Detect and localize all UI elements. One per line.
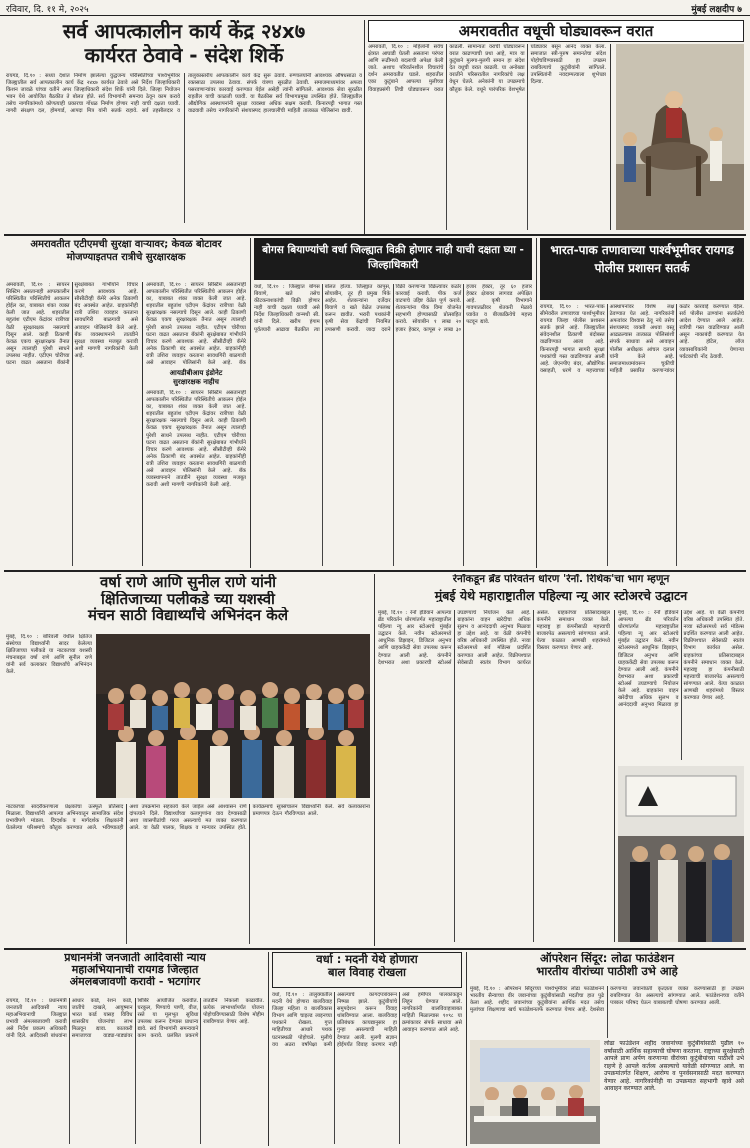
- headline-line1: वर्षा राणे आणि सुनील राणे यांनी: [99, 574, 277, 591]
- article-body: अमरावती, दि.१० : सायरन सिस्टिम असतानाही आपत्कालीन परिस्थितीत परिस्थितीचे आकलन होईल का, याबाबत शंका व्यक्त केली जात आहे. शहरातील बहुतांश एटीएम केंद्रांवर रात्रीच्या वेळी सुरक्षारक्षक नसल्याचे दिसून आले. काही ठिकाणी केवळ एकच सुरक्षारक्षक तैनात असून त्यालाही पुरेशी साधने उपलब्ध नाहीत. एटीएम चोरीच्या घटना वाढत असताना बँकांनी सुरक्षेबाबत गांभीर्याने विचार करणे आवश्यक आहे. सीसीटीव्ही कॅमेरे अनेक ठिकाणी बंद अवस्थेत आहेत. ग्राहकांनीही रात्री उशिरा व्यवहार करताना सावधगिरी बाळगावी असे आवाहन पोलिसांनी केले आहे. बँक व्यवस्थापनाने तातडीने सुरक्षा व्यवस्था मजबूत करावी अशी मागणी नागरिकांनी केली आहे.: [6, 282, 138, 367]
- article-lede: मुंबई, दि.१० : बोरिवली येथील क्षितिज संस्थेच्या विद्यार्थ्यांनी सादर केलेल्या क्षितिजाच्या पलीकडे या नाटकाच्या यशस्वी मंचनाबद्दल वर्षा राणे आणि सुनील राणे यांनी सर्व कलाकार विद्यार्थ्यांचे अभिनंदन केले.: [6, 634, 92, 676]
- article-child-marriage-body: वर्धा, दि.१० : तालुक्यातील मदनी येथे होणारा बालविवाह जिल्हा महिला व बालविकास विभाग आणि चाइल्ड लाइनच्या पथकाने रोखला. गुप्त माहितीच्या आधारे पथक घटनास्थळी पोहोचले. मुलीचे वय अठरा वर्षांपेक्षा कमी असल्याचे कागदपत्रांवरून निष्पन्न झाले. कुटुंबीयांचे समुपदेशन करून विवाह थांबविण्यात आला. बालविवाह प्रतिबंधक कायद्यानुसार हा गुन्हा असल्याची माहिती देण्यात आली. मुलगी सज्ञान होईपर्यंत विवाह करणार नाही असे हमीपत्र पालकांकडून लिहून घेण्यात आले. नागरिकांनी बालविवाहाबाबत माहिती मिळाल्यास १०९८ या क्रमांकावर संपर्क साधावा असे आवाहन करण्यात आले आहे.: [272, 992, 462, 1048]
- headline-line2: बाल विवाह रोखला: [327, 965, 407, 979]
- headline-box: [272, 952, 462, 988]
- subhead-1: आयडीबीआय इंडोनेट: [169, 369, 223, 377]
- article-body: नाटकाच्या सादरीकरणाला प्रेक्षकांचा उत्स्फूर्त प्रतिसाद मिळाला. विद्यार्थ्यांनी आपल्या अभिनयातून सामाजिक संदेश प्रभावीपणे मांडला. दिग्दर्शक व मार्गदर्शक शिक्षकांनी घेतलेल्या परिश्रमाचे कौतुक करण्यात आले. भविष्यातही अशा उपक्रमांना सहकार्य केले जाईल असे आश्वासन राणे दांपत्याने दिले. विद्यार्थ्यांच्या कलागुणांना वाव देण्यासाठी अशा व्यासपीठांची गरज असल्याचे मत व्यक्त करण्यात आले. या वेळी पालक, शिक्षक व मान्यवर उपस्थित होते. कार्यक्रमाचे सूत्रसंचालन विद्यार्थ्यांनी केले. सर्व कलाकारांना प्रमाणपत्र देऊन गौरविण्यात आले.: [6, 804, 370, 832]
- article-students-felicitation: [6, 574, 370, 944]
- article-bride-procession: [368, 44, 744, 230]
- headline: अमरावतीत एटीएमची सुरक्षा वाऱ्यावर; केवळ बोटावर मोजण्याइतपत रात्रीचे सुरक्षारक्षक: [30, 239, 222, 263]
- press-conference-photo: [470, 1040, 600, 1144]
- article-bogus-seeds-body: वर्धा, दि.१० : जिल्ह्यात बोगस बियाणे, खते तसेच कीटकनाशकांची विक्री होणार नाही याची दक्षता घ्यावी असे निर्देश जिल्हाधिकारी वान्मथी सी. यांनी दिले. खरीप हंगाम पूर्वतयारी आढावा बैठकीत त्या बोलत होत्या. जिल्ह्यात कापूस, सोयाबीन, तूर ही प्रमुख पिके आहेत. शेतकऱ्यांना दर्जेदार बियाणे व खते वेळेत उपलब्ध करून द्यावीत. भरारी पथकांनी कृषी सेवा केंद्रांची नियमित तपासणी करावी. जादा दराने विक्री करणाऱ्या विक्रेत्यांवर कठोर कारवाई करावी. पीक कर्ज वाटपाचे उद्दिष्ट वेळेत पूर्ण करावे. शेतकऱ्यांना पीक विमा योजनेत सहभागी होण्यासाठी प्रोत्साहित करावे. सोयाबीन १ लाख २० हजार हेक्टर, कापूस २ लाख ३० हजार हेक्टर, तूर ६० हजार हेक्टर क्षेत्रावर लागवड अपेक्षित आहे. कृषी विभागाने गावपातळीवर शेतकरी मेळावे घ्यावेत व बीजप्रक्रियेचे महत्त्व पटवून द्यावे.: [254, 284, 532, 333]
- page-header: [0, 0, 750, 16]
- article-body: अमरावती, दि.१० : महिलांनी सर्वच क्षेत्रात आघाडी घेतली असताना परंपरा आणि रूढींमध्ये बदलाची अपेक्षा केली जाते. अशाच परिवर्तनशील विचारांचे दर्शन अमरावतीत घडले. शहरातील एका कुटुंबाने आपल्या मुलीच्या विवाहप्रसंगी तिची घोड्यावरून वरात काढली. सामान्यतः वराची घोड्यावरून वरात काढण्याची प्रथा आहे, मात्र या कुटुंबाने मुलगा-मुलगी समान हा संदेश देत वधूची वरात काढली. या अनोख्या वरातीने परिसरातील नागरिकांचे लक्ष वेधून घेतले. अनेकांनी या उपक्रमाचे कौतुक केले. वधूने पारंपरिक वेशभूषेत घोड्यावर बसून आनंद व्यक्त केला. समाजात स्त्री-पुरुष समानतेचा संदेश पोहोचविण्यासाठी हा उपक्रम राबविल्याचे कुटुंबीयांनी सांगितले. उपस्थितांनी नवदाम्पत्याला शुभेच्छा दिल्या.: [368, 44, 606, 93]
- headline: अमरावतीत वधूची घोड्यावरून वरात: [458, 22, 654, 40]
- article-body-cont2: अमरावती, दि.१० : सायरन सिस्टिम असतानाही आपत्कालीन परिस्थितीत परिस्थितीचे आकलन होईल का, याबाबत शंका व्यक्त केली जात आहे. शहरातील बहुतांश एटीएम केंद्रांवर रात्रीच्या वेळी सुरक्षारक्षक नसल्याचे दिसून आले. काही ठिकाणी केवळ एकच सुरक्षारक्षक तैनात असून त्यालाही पुरेशी साधने उपलब्ध नाहीत. एटीएम चोरीच्या घटना वाढत असताना बँकांनी सुरक्षेबाबत गांभीर्याने विचार करणे आवश्यक आहे. सीसीटीव्ही कॅमेरे अनेक ठिकाणी बंद अवस्थेत आहेत. ग्राहकांनीही रात्री उशिरा व्यवहार करताना सावधगिरी बाळगावी असे आवाहन पोलिसांनी केले आहे. बँक व्यवस्थापनाने तातडीने सुरक्षा व्यवस्था मजबूत करावी अशी मागणी नागरिकांनी केली आहे.: [146, 390, 246, 489]
- headline: भारत-पाक तणावाच्या पार्श्वभूमीवर रायगड पोलीस प्रशासन सतर्क: [550, 243, 734, 275]
- article-body-cont: अमरावती, दि.१० : सायरन सिस्टिम असतानाही आपत्कालीन परिस्थितीत परिस्थितीचे आकलन होईल का, याबाबत शंका व्यक्त केली जात आहे. शहरातील बहुतांश एटीएम केंद्रांवर रात्रीच्या वेळी सुरक्षारक्षक नसल्याचे दिसून आले. काही ठिकाणी केवळ एकच सुरक्षारक्षक तैनात असून त्यालाही पुरेशी साधने उपलब्ध नाहीत. एटीएम चोरीच्या घटना वाढत असताना बँकांनी सुरक्षेबाबत गांभीर्याने विचार करणे आवश्यक आहे. सीसीटीव्ही कॅमेरे अनेक ठिकाणी बंद अवस्थेत आहेत. ग्राहकांनीही रात्री उशिरा व्यवहार करताना सावधगिरी बाळगावी असे आवाहन पोलिसांनी केले आहे. बँक: [146, 282, 246, 366]
- headline-line2: कार्यरत ठेवावे - संदेश शिर्के: [84, 44, 284, 66]
- headline-line3: मंचन साठी विद्यार्थ्यांचे अभिनंदन केले: [88, 607, 288, 624]
- article-tribal-mission: [6, 952, 264, 1144]
- headline-line2: भारतीय वीरांच्या पाठीशी उभे आहे: [536, 964, 678, 978]
- article-body: रायगड, दि.१० : प्रधानमंत्री जनजाती आदिवासी न्याय महाअभियानाची जिल्ह्यात प्रभावी अंमलबजावणी करावी असे निर्देश प्रकल्प अधिकारी यांनी दिले. आदिवासी बांधवांना आधार कार्ड, रेशन कार्ड, जातीचे दाखले, आयुष्मान भारत कार्ड यासह विविध शासकीय योजनांचा लाभ मिळवून द्यावा. कातकरी समाजाच्या वाड्या-पाड्यांवर शिबिरे आयोजित करावीत. घरकुल, पिण्याचे पाणी, वीज, रस्ते या मूलभूत सुविधा उपलब्ध करून देण्यास प्राधान्य द्यावे. सर्व विभागांनी समन्वयाने काम करावे. प्रलंबित प्रकरणे तातडीने निकाली काढावीत. प्रत्येक लाभार्थ्यापर्यंत योजना पोहोचविण्यासाठी विशेष मोहीम राबविण्यात येणार आहे.: [6, 998, 264, 1040]
- students-group-photo: [96, 634, 370, 798]
- article-raigad-police-body: रायगड, दि.१० : भारत-पाक सीमेवरील तणावाच्या पार्श्वभूमीवर रायगड जिल्हा पोलीस प्रशासन सतर्क झाले आहे. जिल्ह्यातील संवेदनशील ठिकाणी बंदोबस्त वाढविण्यात आला आहे. किनारपट्टी भागात सागरी सुरक्षा पथकांची गस्त वाढविण्यात आली आहे. जेएनपीए बंदर, औद्योगिक वसाहती, धरणे व महत्त्वाच्या आस्थापनांवर विशेष लक्ष ठेवण्यात येत आहे. नागरिकांनी अफवांवर विश्वास ठेवू नये तसेच संशयास्पद व्यक्ती अथवा वस्तू आढळल्यास तात्काळ पोलिसांशी संपर्क साधावा असे आवाहन पोलीस अधीक्षक आंचल दलाल यांनी केले आहे. समाजमाध्यमांवरून चुकीची माहिती प्रसारित करणाऱ्यांवर कठोर कारवाई करण्यात येईल. सर्व पोलीस ठाण्यांना सतर्कतेचे आदेश देण्यात आले आहेत. रात्रीची गस्त वाढविण्यात आली असून नाकाबंदी करण्यात येत आहे. हॉटेल, लॉज व्यावसायिकांनी येणाऱ्या पर्यटकांची नोंद ठेवावी.: [540, 304, 744, 374]
- headline-line3: अंमलबजावणी करावी - भटगांगर: [69, 976, 201, 989]
- header-edition: मुंबई लक्षदीप ७: [691, 5, 742, 15]
- headline-line2: क्षितिजाच्या पलीकडे च्या यशस्वी: [101, 590, 275, 607]
- headline-box: [540, 238, 744, 300]
- headline-line1: सर्व आपत्कालीन कार्य केंद्र २४x७: [62, 20, 306, 42]
- article-body: मुंबई, दि.१० : ऑपरेशन सिंदूरच्या पार्श्वभूमीवर लोढा फाउंडेशनने भारतीय सैन्याच्या वीर जवानांच्या कुटुंबीयांसाठी मदतीचा हात पुढे केला आहे. शहीद जवानांच्या कुटुंबीयांना आर्थिक मदत तसेच मुलांच्या शिक्षणाचा खर्च फाउंडेशनतर्फे करण्यात येणार आहे. देशसेवा करणाऱ्या जवानांप्रती कृतज्ञता व्यक्त करण्यासाठी हा उपक्रम राबविण्यात येत असल्याचे सांगण्यात आले. फाउंडेशनच्या वतीने पत्रकार परिषद घेऊन याबाबतची घोषणा करण्यात आली.: [470, 986, 744, 1014]
- headline-line1: प्रधानमंत्री जनजाती आदिवासी न्याय: [64, 952, 206, 964]
- article-body-cont: मुंबई, दि.१० : रेनॉ इंडियाने आपल्या ब्रँड परिवर्तन धोरणांतर्गत महाराष्ट्रातील पहिल्या न्यू आर स्टोअरचे मुंबईत उद्घाटन केले. नवीन स्टोअरमध्ये आधुनिक डिझाइन, डिजिटल अनुभव आणि ग्राहककेंद्री सेवा उपलब्ध करून देण्यात आली आहे. कंपनीने देशभरात अशा प्रकारची स्टोअर्स उघडण्याचे नियोजन केले आहे. ग्राहकांना वाहन खरेदीचा अधिक सुलभ व आनंददायी अनुभव मिळावा हा उद्देश आहे. या वेळी कंपनीचे वरिष्ठ अधिकारी उपस्थित होते. नव्या स्टोअरमध्ये सर्व मॉडेल्स प्रदर्शित करण्यात आली आहेत. विक्रीपश्चात सेवेसाठी स्वतंत्र विभाग कार्यरत असेल. ग्राहकांच्या प्रतिसादाबद्दल कंपनीने समाधान व्यक्त केले. महाराष्ट्र हा कंपनीसाठी महत्त्वाची बाजारपेठ असल्याचे सांगण्यात आले. येत्या काळात आणखी शहरांमध्ये विस्तार करण्यात येणार आहे.: [618, 610, 744, 709]
- store-launch-photo: [618, 766, 744, 942]
- headline-line1: ऑपरेशन सिंदूर: लोढा फाउंडेशन: [539, 952, 675, 965]
- headline-box: [368, 20, 744, 42]
- article-lodha-foundation: [470, 952, 744, 1144]
- header-date: रविवार, दि. ११ मे, २०२५: [6, 5, 89, 15]
- headline-box: [254, 238, 532, 280]
- headline: बोगस बियाण्यांची वर्धा जिल्ह्यात विक्री होणार नाही याची दक्षता घ्या - जिल्हाधिकारी: [262, 244, 524, 271]
- subhead-2: सुरक्षारक्षक नाहीच: [173, 378, 219, 386]
- photo-caption: लोढा फाउंडेशन शहीद जवानांच्या कुटुंबीयांसाठी पुढील १० वर्षांसाठी आर्थिक सहाय्याची घोषणा करताना. राष्ट्राच्या सुरक्षेसाठी आपले प्राण अर्पण करणाऱ्या वीरांच्या कुटुंबीयांच्या पाठीशी उभे राहणे हे आपले कर्तव्य असल्याचे यावेळी सांगण्यात आले. या उपक्रमांतर्गत शिक्षण, आरोग्य व पुनर्वसनासाठी मदत करण्यात येणार आहे. नागरिकांनीही या उपक्रमात सहभागी व्हावे असे आवाहन करण्यात आले.: [604, 1040, 744, 1092]
- wedding-photo: [616, 44, 744, 230]
- article-atm-security: [6, 238, 246, 566]
- headline-line1: वर्धा : मदनी येथे होणारा: [316, 953, 418, 966]
- article-body: मुंबई, दि.१० : रेनॉ इंडियाने आपल्या ब्रँड परिवर्तन धोरणांतर्गत महाराष्ट्रातील पहिल्या न्यू आर स्टोअरचे मुंबईत उद्घाटन केले. नवीन स्टोअरमध्ये आधुनिक डिझाइन, डिजिटल अनुभव आणि ग्राहककेंद्री सेवा उपलब्ध करून देण्यात आली आहे. कंपनीने देशभरात अशा प्रकारची स्टोअर्स उघडण्याचे नियोजन केले आहे. ग्राहकांना वाहन खरेदीचा अधिक सुलभ व आनंददायी अनुभव मिळावा हा उद्देश आहे. या वेळी कंपनीचे वरिष्ठ अधिकारी उपस्थित होते. नव्या स्टोअरमध्ये सर्व मॉडेल्स प्रदर्शित करण्यात आली आहेत. विक्रीपश्चात सेवेसाठी स्वतंत्र विभाग कार्यरत असेल. ग्राहकांच्या प्रतिसादाबद्दल कंपनीने समाधान व्यक्त केले. महाराष्ट्र हा कंपनीसाठी महत्त्वाची बाजारपेठ असल्याचे सांगण्यात आले. येत्या काळात आणखी शहरांमध्ये विस्तार करण्यात येणार आहे.: [378, 610, 610, 666]
- headline-line2: मुंबई येथे महाराष्ट्रातील पहिल्या न्यू आर स्टोअरचे उद्घाटन: [434, 588, 688, 603]
- article-emergency-centers: [6, 20, 362, 230]
- article-body: रायगड, दि.१० : सध्या देशात निर्माण झालेल्या युद्धजन्य परिस्थितीच्या पार्श्वभूमीवर जिल्ह्यातील सर्व आपत्कालीन कार्य केंद्र २४x७ कार्यरत ठेवावे असे निर्देश जिल्हाधिकारी किशन जावळे यांच्या वतीने अपर जिल्हाधिकारी संदेश शिर्के यांनी दिले. जिल्हा नियोजन भवन येथे आयोजित बैठकीत ते बोलत होते. सर्व विभागांनी समन्वय ठेवून काम करावे तसेच नागरिकांमध्ये कोणत्याही प्रकारचा गोंधळ निर्माण होणार नाही याची दक्षता घ्यावी. नागरी संरक्षण दल, होमगार्ड, आपदा मित्र यांनी सतर्क राहावे. सर्व तहसीलदार व तालुकास्तरीय आपत्कालीन कार्य केंद्र सुरू ठेवावे. रुग्णालयांनी आवश्यक औषधसाठा व रक्तसाठा उपलब्ध ठेवावा. संपर्क यंत्रणा सुरळीत ठेवावी. समाजमाध्यमांवर अफवा पसरवणाऱ्यांवर कारवाई करण्यात येईल असेही त्यांनी सांगितले. आवश्यक सेवा सुरळीत राहतील याची काळजी घ्यावी. या बैठकीस सर्व विभागप्रमुख उपस्थित होते. जिल्ह्यातील औद्योगिक आस्थापनांनी सुरक्षा व्यवस्था अधिक सक्षम करावी. किनारपट्टी भागात गस्त वाढवावी तसेच नागरिकांनी संशयास्पद हालचालींची माहिती तात्काळ पोलिसांना द्यावी.: [6, 73, 362, 115]
- article-renault-store: [378, 574, 744, 944]
- headline-line2: महाअभियानाची रायगड जिल्हात: [71, 964, 199, 977]
- headline-line1: रेनॉकडून ब्रँड परिवर्तन धोरण 'रेनॉ. रिथिंक'चा भाग म्हणून: [452, 574, 670, 585]
